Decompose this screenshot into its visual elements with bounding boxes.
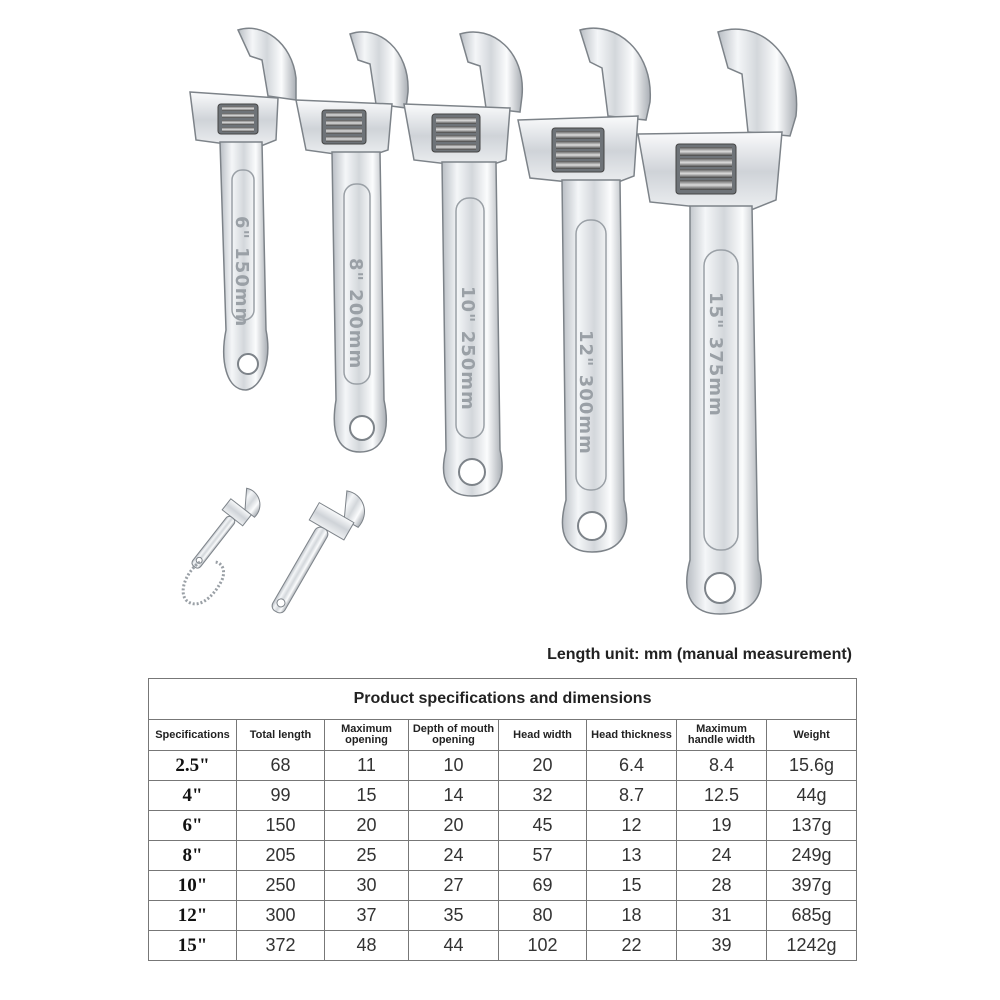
table-cell: 13	[587, 841, 677, 871]
table-cell: 57	[499, 841, 587, 871]
table-cell: 25	[325, 841, 409, 871]
spec-size-cell: 15"	[149, 931, 237, 961]
table-cell: 397g	[767, 871, 857, 901]
table-cell: 35	[409, 901, 499, 931]
table-header-row	[149, 720, 857, 751]
spec-size-cell: 10"	[149, 871, 237, 901]
table-cell: 48	[325, 931, 409, 961]
table-cell: 102	[499, 931, 587, 961]
spec-size-cell: 8"	[149, 841, 237, 871]
table-cell: 372	[237, 931, 325, 961]
table-row	[149, 931, 857, 961]
column-header: Maximum opening	[325, 720, 409, 751]
mini-wrench-keychain	[184, 483, 267, 577]
table-cell: 80	[499, 901, 587, 931]
table-cell: 205	[237, 841, 325, 871]
table-cell: 1242g	[767, 931, 857, 961]
table-cell: 30	[325, 871, 409, 901]
table-cell: 685g	[767, 901, 857, 931]
table-cell: 45	[499, 811, 587, 841]
table-cell: 150	[237, 811, 325, 841]
spec-size-cell: 4"	[149, 781, 237, 811]
mini-wrench-4-inch	[261, 481, 372, 627]
column-header: Maximum handle width	[677, 720, 767, 751]
table-row	[149, 781, 857, 811]
table-cell: 27	[409, 871, 499, 901]
wrench-12-inch	[518, 28, 650, 552]
wrench-10-inch	[404, 32, 522, 496]
table-cell: 15	[587, 871, 677, 901]
table-cell: 22	[587, 931, 677, 961]
table-cell: 14	[409, 781, 499, 811]
table-cell: 300	[237, 901, 325, 931]
table-cell: 15	[325, 781, 409, 811]
wrench-6-inch	[190, 28, 296, 390]
table-cell: 32	[499, 781, 587, 811]
wrench-15-inch	[638, 29, 797, 614]
table-cell: 10	[409, 751, 499, 781]
table-row	[149, 871, 857, 901]
table-body	[149, 751, 857, 961]
table-row	[149, 751, 857, 781]
wrench-8-inch	[296, 32, 408, 452]
column-header: Head thickness	[587, 720, 677, 751]
table-cell: 39	[677, 931, 767, 961]
etched-label-1: 6" 150mm	[231, 216, 252, 328]
table-cell: 24	[409, 841, 499, 871]
table-cell: 37	[325, 901, 409, 931]
column-header: Specifications	[149, 720, 237, 751]
table-cell: 44g	[767, 781, 857, 811]
column-header: Head width	[499, 720, 587, 751]
column-header: Weight	[767, 720, 857, 751]
table-cell: 28	[677, 871, 767, 901]
table-cell: 12	[587, 811, 677, 841]
column-header: Total length	[237, 720, 325, 751]
etched-label-2: 8" 200mm	[345, 258, 366, 370]
column-header: Depth of mouth opening	[409, 720, 499, 751]
table-cell: 15.6g	[767, 751, 857, 781]
table-cell: 68	[237, 751, 325, 781]
table-cell: 12.5	[677, 781, 767, 811]
table-row	[149, 901, 857, 931]
etched-label-5: 15" 375mm	[705, 292, 726, 417]
spec-size-cell: 2.5"	[149, 751, 237, 781]
etched-label-3: 10" 250mm	[457, 286, 478, 411]
table-cell: 44	[409, 931, 499, 961]
keychain-bead-chain	[183, 562, 223, 604]
table-title: Product specifications and dimensions	[149, 679, 857, 720]
table-cell: 31	[677, 901, 767, 931]
table-cell: 137g	[767, 811, 857, 841]
table-row	[149, 841, 857, 871]
table-cell: 8.4	[677, 751, 767, 781]
table-cell: 6.4	[587, 751, 677, 781]
table-cell: 20	[325, 811, 409, 841]
table-cell: 69	[499, 871, 587, 901]
etched-label-4: 12" 300mm	[575, 330, 596, 455]
table-cell: 249g	[767, 841, 857, 871]
spec-size-cell: 6"	[149, 811, 237, 841]
table-cell: 18	[587, 901, 677, 931]
spec-size-cell: 12"	[149, 901, 237, 931]
length-unit-note: Length unit: mm (manual measurement)	[547, 646, 852, 663]
specifications-table	[148, 678, 857, 961]
table-cell: 20	[499, 751, 587, 781]
table-cell: 20	[409, 811, 499, 841]
table-row	[149, 811, 857, 841]
table-cell: 8.7	[587, 781, 677, 811]
table-cell: 11	[325, 751, 409, 781]
table-cell: 99	[237, 781, 325, 811]
table-cell: 24	[677, 841, 767, 871]
table-cell: 250	[237, 871, 325, 901]
table-cell: 19	[677, 811, 767, 841]
